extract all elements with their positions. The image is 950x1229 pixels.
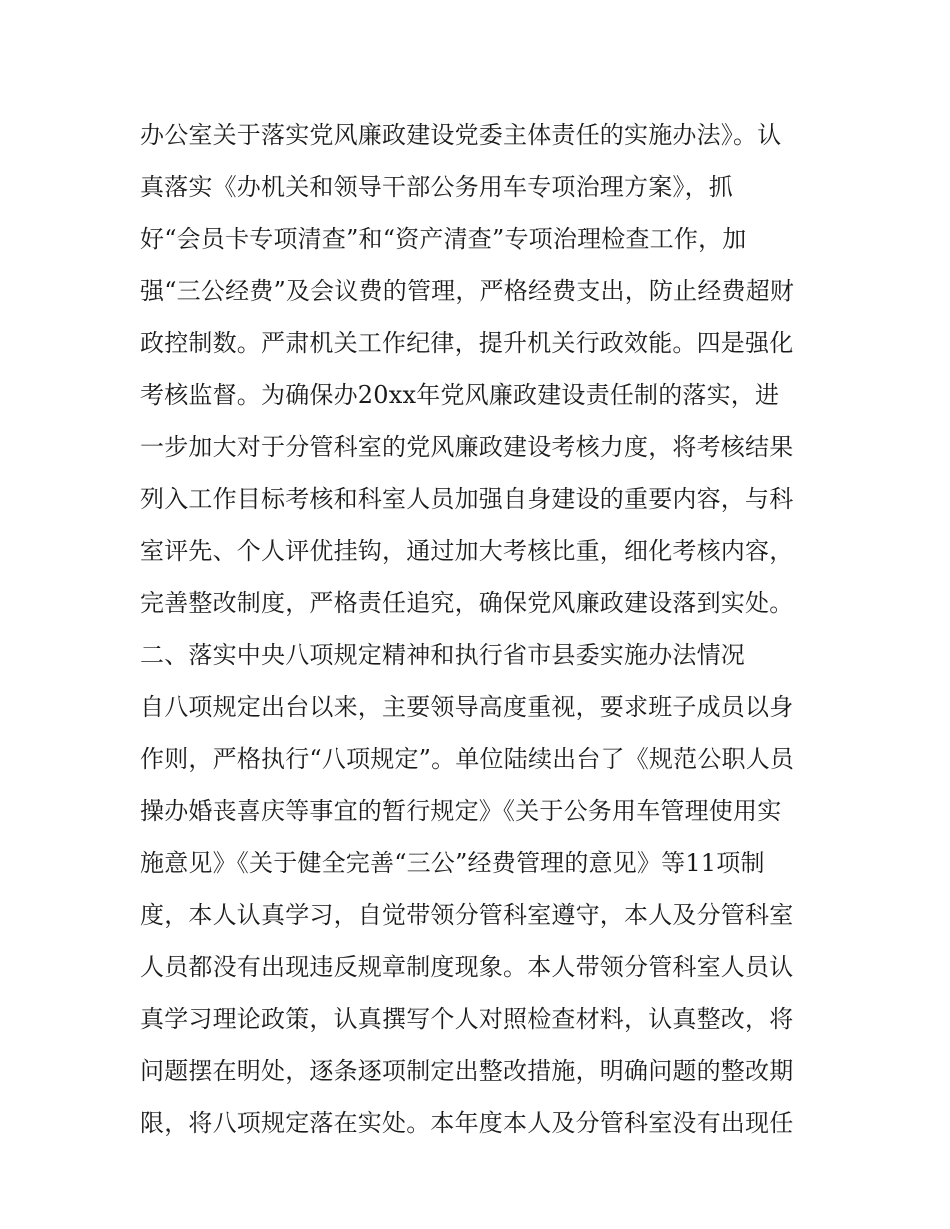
text-line: 人员都没有出现违反规章制度现象。本人带领分管科室人员认 (140, 953, 794, 981)
text-line: 完善整改制度，严格责任追究，确保党风廉政建设落到实处。 (140, 589, 794, 617)
text-line: 度，本人认真学习，自觉带领分管科室遵守，本人及分管科室 (140, 901, 794, 929)
text-line: 好“会员卡专项清查”和“资产清查”专项治理检查工作，加 (140, 225, 747, 253)
text-line: 问题摆在明处，逐条逐项制定出整改措施，明确问题的整改期 (140, 1057, 794, 1085)
text-line: 一步加大对于分管科室的党风廉政建设考核力度，将考核结果 (140, 433, 794, 461)
text-line: 施意见》《关于健全完善“三公”经费管理的意见》等11项制 (140, 849, 765, 877)
text-line: 考核监督。为确保办20xx年党风廉政建设责任制的落实，进 (140, 381, 780, 409)
text-line: 室评先、个人评优挂钩，通过加大考核比重，细化考核内容， (140, 537, 794, 565)
section-heading: 二、落实中央八项规定精神和执行省市县委实施办法情况 (140, 641, 745, 669)
text-line: 限，将八项规定落在实处。本年度本人及分管科室没有出现任 (140, 1109, 794, 1137)
text-line: 操办婚丧喜庆等事宜的暂行规定》《关于公务用车管理使用实 (140, 797, 782, 825)
text-line: 强“三公经费”及会议费的管理，严格经费支出，防止经费超财 (140, 277, 795, 305)
text-line: 办公室关于落实党风廉政建设党委主体责任的实施办法》。认 (140, 121, 782, 149)
text-line: 自八项规定出台以来，主要领导高度重视，要求班子成员以身 (140, 693, 794, 721)
text-line: 真落实《办机关和领导干部公务用车专项治理方案》，抓 (140, 173, 733, 201)
text-line: 作则，严格执行“八项规定”。单位陆续出台了《规范公职人员 (140, 745, 795, 773)
text-line: 真学习理论政策，认真撰写个人对照检查材料，认真整改，将 (140, 1005, 794, 1033)
document-body (140, 109, 830, 1149)
text-line: 列入工作目标考核和科室人员加强自身建设的重要内容，与科 (140, 485, 794, 513)
text-line: 政控制数。严肃机关工作纪律，提升机关行政效能。四是强化 (140, 329, 794, 357)
